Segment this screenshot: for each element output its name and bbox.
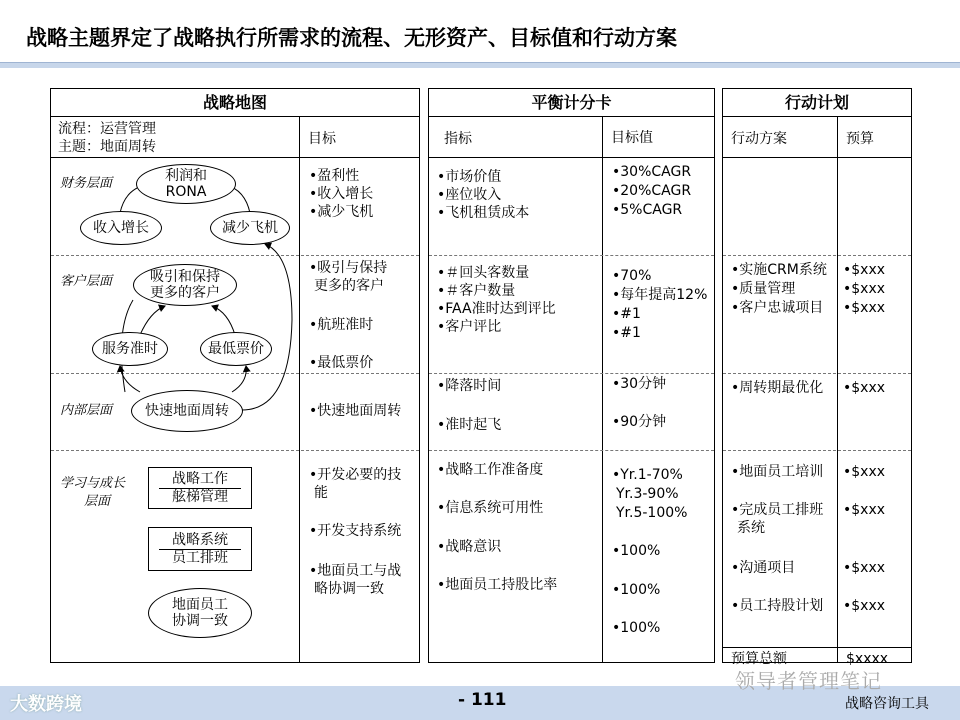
indicator-customer-4: •客户评比 xyxy=(437,319,502,335)
theme-label: 主题：地面周转 xyxy=(58,139,156,155)
budget-learning-2: •$xxx xyxy=(843,502,886,518)
footer-label: 战略咨询工具 xyxy=(845,696,929,712)
node-fewer-planes-label: 减少飞机 xyxy=(222,220,278,236)
objective-customer-2: •航班准时 xyxy=(309,317,374,333)
indicator-customer-1: •＃回头客数量 xyxy=(437,265,530,281)
action-customer-2: •质量管理 xyxy=(731,281,796,297)
layer-learning: 学习与成长 xyxy=(60,476,126,491)
target-financial-3: •5%CAGR xyxy=(612,202,683,218)
layer-learning-2: 层面 xyxy=(84,494,111,509)
node-profit xyxy=(136,164,236,204)
target-column-header: 目标值 xyxy=(611,130,653,146)
target-learning-2: Yr.3-90% xyxy=(616,486,679,502)
target-financial-1: •30%CAGR xyxy=(612,164,692,180)
indicator-learning-1: •战略工作准备度 xyxy=(437,462,544,478)
node-strategic-system-line1: 战略系统 xyxy=(159,532,241,550)
node-fast-turnaround-label: 快速地面周转 xyxy=(145,403,229,419)
page-title: 战略主题界定了战略执行所需求的流程、无形资产、目标值和行动方案 xyxy=(26,26,677,50)
node-lowest-price xyxy=(200,332,272,366)
strategy-map-header: 战略地图 xyxy=(51,89,419,117)
objective-learning-1: •开发必要的技 xyxy=(309,467,402,483)
target-learning-3: Yr.5-100% xyxy=(616,505,688,521)
target-customer-3: •#1 xyxy=(612,306,641,322)
scorecard-header: 平衡计分卡 xyxy=(429,89,714,117)
flow-label: 流程：运营管理 xyxy=(58,121,156,137)
objective-learning-3b: 略协调一致 xyxy=(314,581,384,597)
budget-customer-3: •$xxx xyxy=(843,300,886,316)
budget-total-value: $xxxx xyxy=(846,651,889,667)
indicator-learning-3: •战略意识 xyxy=(437,539,502,555)
target-customer-4: •#1 xyxy=(612,325,641,341)
node-strategic-job-line1: 战略工作 xyxy=(159,471,241,489)
objective-column-header: 目标 xyxy=(308,131,336,147)
indicator-internal-1: •降落时间 xyxy=(437,378,502,394)
page-number: - 111 xyxy=(458,690,507,710)
objective-internal-1: •快速地面周转 xyxy=(309,403,402,419)
objective-learning-1b: 能 xyxy=(314,485,328,501)
objective-financial-3: •减少飞机 xyxy=(309,204,374,220)
node-ground-crew-line1: 地面员工 xyxy=(172,597,228,613)
budget-internal-1: •$xxx xyxy=(843,380,886,396)
action-customer-1: •实施CRM系统 xyxy=(731,262,827,278)
objective-financial-1: •盈利性 xyxy=(309,168,360,184)
node-attract-line2: 更多的客户 xyxy=(150,285,220,301)
node-revenue-growth xyxy=(80,211,162,245)
indicator-learning-2: •信息系统可用性 xyxy=(437,500,544,516)
indicator-customer-2: •＃客户数量 xyxy=(437,283,516,299)
action-learning-4: •员工持股计划 xyxy=(731,598,824,614)
target-customer-1: •70% xyxy=(612,268,652,284)
target-learning-6: •100% xyxy=(612,620,661,636)
program-column-header: 行动方案 xyxy=(731,131,787,147)
action-learning-2b: 系统 xyxy=(737,520,765,536)
indicator-financial-1: •市场价值 xyxy=(437,169,502,185)
node-ground-crew-line2: 协调一致 xyxy=(172,613,228,629)
action-internal-1: •周转期最优化 xyxy=(731,380,824,396)
action-learning-2: •完成员工排班 xyxy=(731,502,824,518)
node-revenue-label: 收入增长 xyxy=(93,220,149,236)
target-internal-1: •30分钟 xyxy=(612,376,667,392)
layer-customer: 客户层面 xyxy=(60,274,113,289)
node-fast-turnaround xyxy=(131,390,243,432)
node-on-time-label: 服务准时 xyxy=(102,341,158,357)
target-learning-5: •100% xyxy=(612,582,661,598)
budget-learning-3: •$xxx xyxy=(843,560,886,576)
arrow-turn-price xyxy=(232,366,246,392)
objective-customer-1: •吸引与保持 xyxy=(309,260,388,276)
arrow-ontime-attract xyxy=(140,306,165,335)
node-profit-line1: 利润和 xyxy=(165,168,207,184)
watermark: 领导者管理笔记 xyxy=(735,669,882,693)
objective-learning-3: •地面员工与战 xyxy=(309,563,402,579)
budget-column-header: 预算 xyxy=(846,131,874,147)
budget-learning-1: •$xxx xyxy=(843,464,886,480)
node-attract-line1: 吸引和保持 xyxy=(150,269,220,285)
indicator-column-header: 指标 xyxy=(444,131,472,147)
action-learning-3: •沟通项目 xyxy=(731,560,796,576)
node-profit-line2: RONA xyxy=(165,184,207,200)
objective-customer-1b: 更多的客户 xyxy=(314,278,384,294)
objective-customer-3: •最低票价 xyxy=(309,355,374,371)
target-customer-2: •每年提高12% xyxy=(612,287,708,303)
target-financial-2: •20%CAGR xyxy=(612,183,692,199)
budget-total-label: 预算总额 xyxy=(731,651,787,667)
node-ground-crew xyxy=(148,588,252,638)
footer-logo: 大数跨境 xyxy=(10,694,82,715)
node-strategic-job xyxy=(148,467,252,509)
node-strategic-job-line2: 舷梯管理 xyxy=(172,489,228,505)
node-strategic-system-line2: 员工排班 xyxy=(172,550,228,566)
budget-customer-1: •$xxx xyxy=(843,262,886,278)
budget-customer-2: •$xxx xyxy=(843,281,886,297)
action-customer-3: •客户忠诚项目 xyxy=(731,300,824,316)
indicator-learning-4: •地面员工持股比率 xyxy=(437,577,558,593)
action-learning-1: •地面员工培训 xyxy=(731,464,824,480)
arrow-turn-planes xyxy=(242,244,292,410)
target-learning-4: •100% xyxy=(612,543,661,559)
node-on-time xyxy=(92,332,168,366)
indicator-internal-2: •准时起飞 xyxy=(437,417,502,433)
target-learning-1: •Yr.1-70% xyxy=(612,467,683,483)
indicator-customer-3: •FAA准时达到评比 xyxy=(437,301,556,317)
layer-internal: 内部层面 xyxy=(60,403,113,418)
node-lowest-price-label: 最低票价 xyxy=(208,341,264,357)
arrow-price-attract xyxy=(212,306,235,335)
indicator-financial-2: •座位收入 xyxy=(437,187,502,203)
target-internal-2: •90分钟 xyxy=(612,414,667,430)
node-strategic-system xyxy=(148,527,252,571)
layer-financial: 财务层面 xyxy=(60,176,113,191)
budget-learning-4: •$xxx xyxy=(843,598,886,614)
objective-learning-2: •开发支持系统 xyxy=(309,523,402,539)
node-attract-customers xyxy=(133,264,237,306)
objective-financial-2: •收入增长 xyxy=(309,186,374,202)
indicator-financial-3: •飞机租赁成本 xyxy=(437,205,530,221)
node-fewer-planes xyxy=(210,211,290,245)
action-plan-header: 行动计划 xyxy=(723,89,911,117)
